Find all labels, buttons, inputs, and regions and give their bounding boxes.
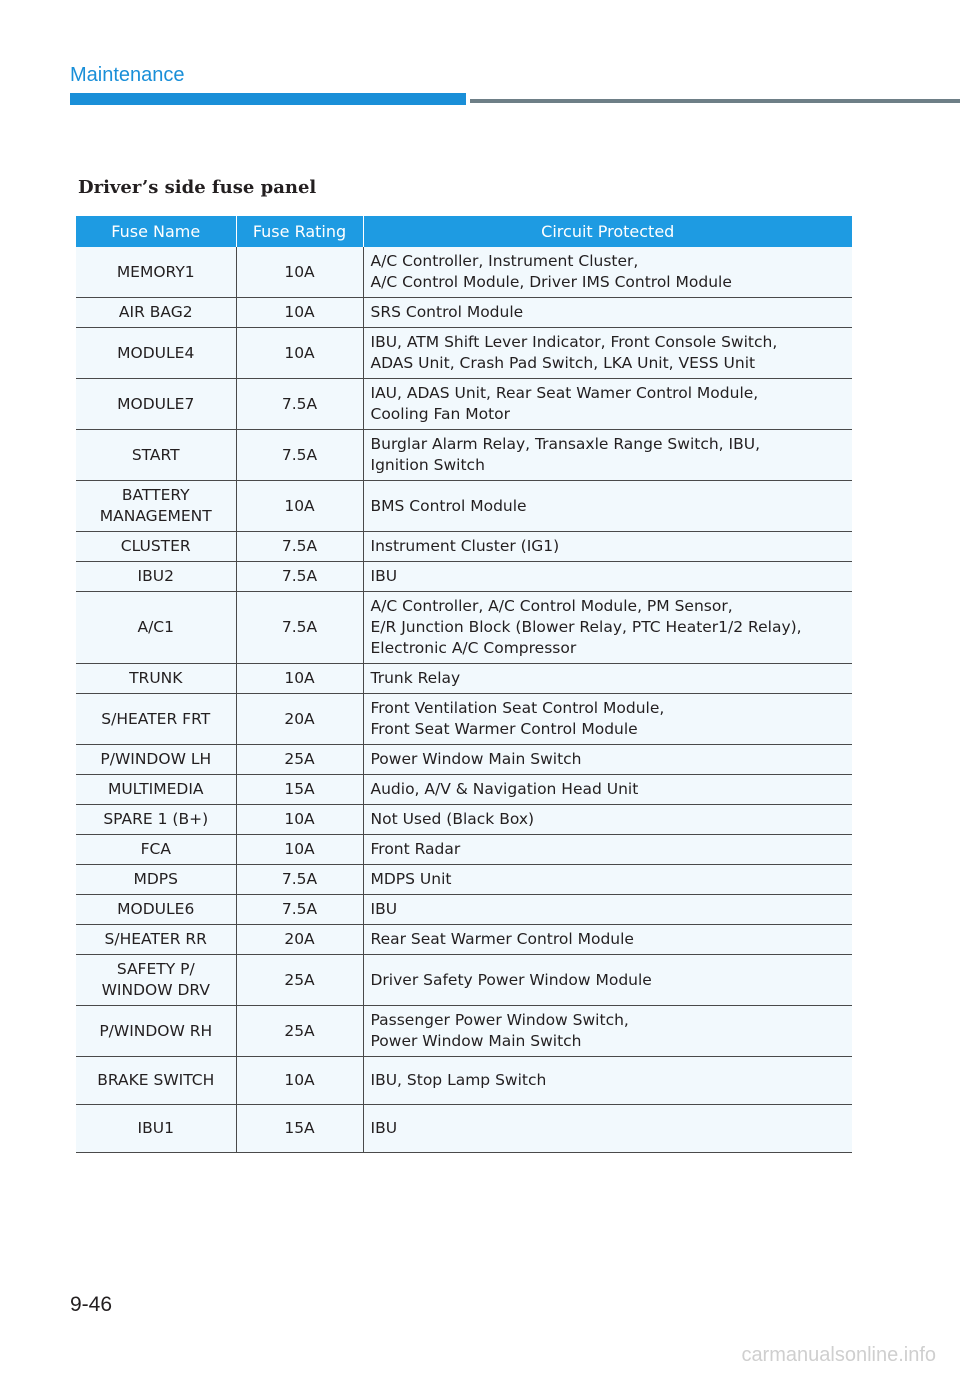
fuse-name-cell: SPARE 1 (B+) — [76, 805, 236, 835]
circuit-protected-cell: MDPS Unit — [363, 865, 852, 895]
fuse-rating-cell: 10A — [236, 835, 363, 865]
table-header-row — [76, 216, 852, 247]
fuse-table — [76, 216, 852, 1153]
table-row — [76, 592, 852, 664]
fuse-rating-cell: 7.5A — [236, 592, 363, 664]
circuit-protected-cell: IBU, Stop Lamp Switch — [363, 1057, 852, 1105]
fuse-rating-cell: 10A — [236, 298, 363, 328]
circuit-protected-cell: Front Radar — [363, 835, 852, 865]
fuse-rating-cell: 20A — [236, 925, 363, 955]
fuse-name-cell: A/C1 — [76, 592, 236, 664]
fuse-rating-cell: 10A — [236, 247, 363, 298]
circuit-protected-cell: IAU, ADAS Unit, Rear Seat Wamer Control Module, Cooling Fan Motor — [363, 379, 852, 430]
circuit-protected-cell: SRS Control Module — [363, 298, 852, 328]
table-row — [76, 805, 852, 835]
circuit-protected-cell: Trunk Relay — [363, 664, 852, 694]
circuit-protected-cell: IBU — [363, 562, 852, 592]
fuse-name-cell: TRUNK — [76, 664, 236, 694]
fuse-rating-cell: 25A — [236, 745, 363, 775]
fuse-name-cell: MDPS — [76, 865, 236, 895]
table-row — [76, 562, 852, 592]
table-row — [76, 430, 852, 481]
table-row — [76, 1006, 852, 1057]
table-heading: Driver’s side fuse panel — [78, 177, 317, 198]
circuit-protected-cell: Power Window Main Switch — [363, 745, 852, 775]
circuit-protected-cell: Burglar Alarm Relay, Transaxle Range Switch, IBU, Ignition Switch — [363, 430, 852, 481]
fuse-name-cell: P/WINDOW RH — [76, 1006, 236, 1057]
fuse-rating-cell: 7.5A — [236, 562, 363, 592]
fuse-rating-cell: 10A — [236, 328, 363, 379]
fuse-rating-cell: 10A — [236, 481, 363, 532]
fuse-rating-cell: 15A — [236, 1105, 363, 1153]
page-number: 9-46 — [70, 1293, 113, 1316]
circuit-protected-cell: BMS Control Module — [363, 481, 852, 532]
circuit-protected-cell: IBU, ATM Shift Lever Indicator, Front Console Switch, ADAS Unit, Crash Pad Switch, LKA Unit, VESS Unit — [363, 328, 852, 379]
table-row — [76, 775, 852, 805]
fuse-name-cell: FCA — [76, 835, 236, 865]
fuse-rating-cell: 7.5A — [236, 430, 363, 481]
table-row — [76, 481, 852, 532]
fuse-rating-cell: 7.5A — [236, 895, 363, 925]
table-row — [76, 835, 852, 865]
fuse-rating-cell: 25A — [236, 1006, 363, 1057]
section-title: Maintenance — [70, 64, 185, 86]
fuse-name-cell: P/WINDOW LH — [76, 745, 236, 775]
fuse-rating-cell: 10A — [236, 805, 363, 835]
circuit-protected-cell: Passenger Power Window Switch, Power Window Main Switch — [363, 1006, 852, 1057]
fuse-name-cell: S/HEATER FRT — [76, 694, 236, 745]
fuse-name-cell: IBU2 — [76, 562, 236, 592]
circuit-protected-cell: Instrument Cluster (IG1) — [363, 532, 852, 562]
table-body — [76, 247, 852, 1153]
fuse-name-cell: S/HEATER RR — [76, 925, 236, 955]
table-row — [76, 745, 852, 775]
table-row — [76, 1105, 852, 1153]
table-row — [76, 532, 852, 562]
circuit-protected-cell: Rear Seat Warmer Control Module — [363, 925, 852, 955]
table-row — [76, 865, 852, 895]
fuse-name-cell: MODULE4 — [76, 328, 236, 379]
table-row — [76, 1057, 852, 1105]
fuse-name-cell: IBU1 — [76, 1105, 236, 1153]
header-rule-accent — [70, 93, 466, 105]
table-row — [76, 694, 852, 745]
column-header-fuse-rating: Fuse Rating — [236, 216, 363, 247]
circuit-protected-cell: Audio, A/V & Navigation Head Unit — [363, 775, 852, 805]
watermark: carmanualsonline.info — [741, 1344, 936, 1366]
fuse-rating-cell: 7.5A — [236, 532, 363, 562]
circuit-protected-cell: IBU — [363, 1105, 852, 1153]
table-row — [76, 664, 852, 694]
fuse-rating-cell: 7.5A — [236, 379, 363, 430]
fuse-name-cell: SAFETY P/ WINDOW DRV — [76, 955, 236, 1006]
fuse-rating-cell: 10A — [236, 664, 363, 694]
fuse-name-cell: BATTERY MANAGEMENT — [76, 481, 236, 532]
circuit-protected-cell: A/C Controller, A/C Control Module, PM Sensor, E/R Junction Block (Blower Relay, PTC Heater1/2 Relay), Electronic A/C Compressor — [363, 592, 852, 664]
circuit-protected-cell: Not Used (Black Box) — [363, 805, 852, 835]
fuse-rating-cell: 10A — [236, 1057, 363, 1105]
fuse-rating-cell: 25A — [236, 955, 363, 1006]
circuit-protected-cell: Driver Safety Power Window Module — [363, 955, 852, 1006]
column-header-fuse-name: Fuse Name — [76, 216, 236, 247]
circuit-protected-cell: Front Ventilation Seat Control Module, Front Seat Warmer Control Module — [363, 694, 852, 745]
fuse-rating-cell: 20A — [236, 694, 363, 745]
fuse-rating-cell: 7.5A — [236, 865, 363, 895]
header-rule — [470, 99, 960, 103]
fuse-rating-cell: 15A — [236, 775, 363, 805]
table-row — [76, 895, 852, 925]
fuse-name-cell: MULTIMEDIA — [76, 775, 236, 805]
column-header-circuit-protected: Circuit Protected — [363, 216, 852, 247]
fuse-name-cell: MODULE7 — [76, 379, 236, 430]
fuse-name-cell: CLUSTER — [76, 532, 236, 562]
table-row — [76, 328, 852, 379]
table-row — [76, 247, 852, 298]
table-row — [76, 379, 852, 430]
table-row — [76, 955, 852, 1006]
fuse-name-cell: MEMORY1 — [76, 247, 236, 298]
fuse-name-cell: BRAKE SWITCH — [76, 1057, 236, 1105]
table-row — [76, 298, 852, 328]
circuit-protected-cell: IBU — [363, 895, 852, 925]
fuse-name-cell: MODULE6 — [76, 895, 236, 925]
circuit-protected-cell: A/C Controller, Instrument Cluster, A/C Control Module, Driver IMS Control Module — [363, 247, 852, 298]
table-row — [76, 925, 852, 955]
fuse-name-cell: START — [76, 430, 236, 481]
fuse-name-cell: AIR BAG2 — [76, 298, 236, 328]
